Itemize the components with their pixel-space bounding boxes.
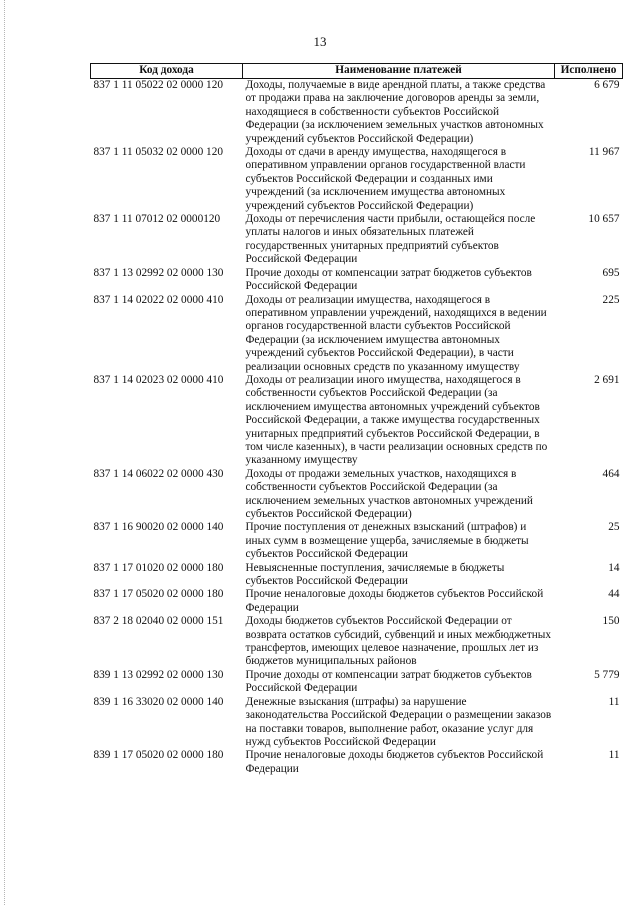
table-row [91,615,623,669]
table-row [91,588,623,615]
row-name: Прочие доходы от компенсации затрат бюджетов субъектов Российской Федерации [245,668,532,695]
row-name: Доходы от реализации иного имущества, находящегося в собственности субъектов Российской Федерации (за исключением имущества автономных учреждений субъектов Российской Федерации, а также имущества государственных унитарных предприятий субъектов Российской Федерации, в том числе казенных), в части реализации основных средств по указанному имуществу [245,373,548,467]
table-row [91,294,623,374]
row-amount: 464 [602,467,620,480]
row-code: 837 1 11 07012 02 0000120 [93,213,221,226]
row-code: 837 1 13 02992 02 0000 130 [93,266,224,279]
row-name: Доходы от сдачи в аренду имущества, находящегося в оперативном управлении органов государственной власти субъектов Российской Федерации и созданных ими учреждений (за исключением имущества автономных учреждений субъектов Российской Федерации) [245,146,526,212]
table-row [91,468,623,522]
row-amount: 150 [602,615,620,628]
row-name: Прочие неналоговые доходы бюджетов субъектов Российской Федерации [245,749,544,775]
row-amount: 11 [608,695,620,708]
row-name: Прочие доходы от компенсации затрат бюджетов субъектов Российской Федерации [245,266,532,293]
row-code: 837 1 11 05022 02 0000 120 [93,79,223,91]
row-name: Доходы от перечисления части прибыли, остающейся после уплаты налогов и иных обязательных платежей государственных унитарных предприятий субъектов Российской Федерации [245,213,536,266]
table-row [91,146,623,213]
table-row [91,267,623,294]
row-amount: 2 691 [594,373,620,386]
row-amount: 695 [602,266,620,279]
table-row [91,696,623,750]
row-amount: 14 [608,561,620,574]
row-code: 837 1 11 05032 02 0000 120 [93,146,223,159]
row-code: 837 2 18 02040 02 0000 151 [93,615,224,628]
table-row [91,79,623,147]
row-amount: 10 657 [588,213,620,226]
row-code: 837 1 17 05020 02 0000 180 [93,588,224,601]
row-amount: 6 679 [594,79,620,91]
row-name: Невыясненные поступления, зачисляемые в бюджеты субъектов Российской Федерации [245,561,505,588]
row-amount: 11 967 [588,146,620,159]
header-code: Код дохода [91,64,243,79]
row-code: 837 1 14 02023 02 0000 410 [93,373,224,386]
table-header-row [91,64,623,79]
row-code: 839 1 13 02992 02 0000 130 [93,668,224,681]
row-name: Доходы бюджетов субъектов Российской Федерации от возврата остатков субсидий, субвенций и иных межбюджетных трансфертов, имеющих целевое назначение, прошлых лет из бюджетов муниципальных районов [245,615,552,668]
table-row [91,749,623,776]
row-amount: 225 [602,293,620,306]
row-name: Доходы, получаемые в виде арендной платы, а также средства от продажи права на заключение договоров аренды за земли, находящиеся в собственности субъектов Российской Федерации (за исключением земельных участков автономных учреждений субъектов Российской Федерации) [245,79,546,145]
table-row [91,374,623,468]
table-row [91,562,623,589]
row-name: Прочие поступления от денежных взысканий (штрафов) и иных сумм в возмещение ущерба, зачисляемые в бюджеты субъектов Российской Федерации [245,521,529,561]
table-row [91,213,623,267]
row-code: 837 1 17 01020 02 0000 180 [93,561,224,574]
header-name: Наименование платежей [243,64,555,79]
row-amount: 25 [608,521,620,534]
row-name: Денежные взыскания (штрафы) за нарушение законодательства Российской Федерации о размещении заказов на поставки товаров, выполнение работ, оказание услуг для нужд субъектов Российской Федерации [245,695,552,748]
row-code: 839 1 16 33020 02 0000 140 [93,695,224,708]
row-amount: 11 [608,749,620,762]
row-code: 837 1 16 90020 02 0000 140 [93,521,224,534]
row-amount: 5 779 [594,668,620,681]
scan-edge-line [4,0,6,905]
row-amount: 44 [608,588,620,601]
revenue-table [90,63,623,776]
row-name: Прочие неналоговые доходы бюджетов субъектов Российской Федерации [245,588,544,614]
row-code: 837 1 14 06022 02 0000 430 [93,467,224,480]
row-code: 837 1 14 02022 02 0000 410 [93,293,224,306]
header-amount: Исполнено [555,64,623,79]
table-row [91,521,623,561]
row-name: Доходы от реализации имущества, находящегося в оперативном управлении учреждений, находящихся в ведении органов государственной власти субъектов Российской Федерации (за исключением имущества автономных учреждений субъектов Российской Федерации), в части реализации основных средств по указанному имуществу [245,293,547,373]
page-number: 13 [313,34,327,49]
row-name: Доходы от продажи земельных участков, находящихся в собственности субъектов Российской Федерации (за исключением земельных участков автономных учреждений субъектов Российской Федерации) [245,467,533,520]
table-row [91,669,623,696]
row-code: 839 1 17 05020 02 0000 180 [93,749,224,762]
